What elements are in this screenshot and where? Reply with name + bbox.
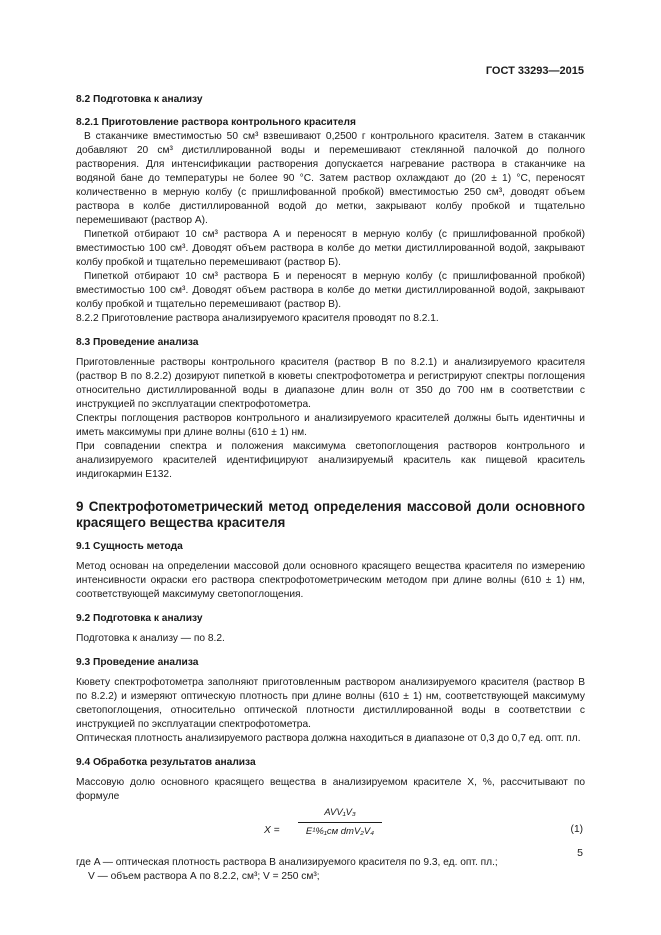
heading-9-3: 9.3 Проведение анализа: [76, 657, 199, 668]
formula-denominator: E¹%₁см dmV₂V₄: [305, 826, 375, 837]
para-9-3-a: Кювету спектрофотометра заполняют приготовленным раствором анализируемого красителя (раствор В по 8.2.2) и измеряют оптическую плотность при длине волны (610 ± 1) нм, соответствующей максимуму светопоглощения, относительно оптической плотности дистиллированной воды в соответствии с инструкцией по эксплуатации спектрофотометра.: [76, 677, 585, 730]
para-9-4: Массовую долю основного красящего вещества в анализируемом красителе X, %, рассчитывают по формуле: [76, 777, 585, 802]
page-number: 5: [577, 847, 583, 859]
para-8-2-1-c: Пипеткой отбирают 10 см³ раствора Б и переносят в мерную колбу (с пришлифованной пробкой) вместимостью 100 см³. Доводят объем раствора в колбе до метки дистиллированной водой, закрывают колбу пробкой и тщательно перемешивают (раствор В).: [76, 271, 585, 310]
heading-9-4: 9.4 Обработка результатов анализа: [76, 757, 256, 768]
heading-8-2: 8.2 Подготовка к анализу: [76, 94, 203, 105]
heading-8-2-1: 8.2.1 Приготовление раствора контрольного красителя: [76, 117, 356, 128]
heading-9-1: 9.1 Сущность метода: [76, 541, 183, 552]
para-8-2-1-b: Пипеткой отбирают 10 см³ раствора А и переносят в мерную колбу (с пришлифованной пробкой) вместимостью 100 см³. Доводят объем раствора в колбе до метки дистиллированной водой, закрывают колбу пробкой и тщательно перемешивают (раствор Б).: [76, 229, 585, 268]
para-8-2-1-a: В стаканчике вместимостью 50 см³ взвешивают 0,2500 г контрольного красителя. Затем в стаканчик добавляют 20 см³ дистиллированной воды и перемешивают стеклянной палочкой до полного растворения. Для интенсификации растворения допускается нагревание раствора в стаканчике на водяной бане до температуры не более 90 °С. Затем раствор охлаждают до (20 ± 1) °С, переносят количественно в мерную колбу (с пришлифованной пробкой) вместимостью 250 см³, доводят объем раствора в колбе дистиллированной водой до метки, закрывают колбу пробкой и тщательно перемешивают (раствор А).: [76, 131, 585, 226]
para-9-3-b: Оптическая плотность анализируемого раствора должна находиться в диапазоне от 0,3 до 0,7 ед. опт. пл.: [76, 733, 581, 744]
para-9-2: Подготовка к анализу — по 8.2.: [76, 633, 225, 644]
where-line-1: где A — оптическая плотность раствора В анализируемого красителя по 9.3, ед. опт. пл.;: [76, 857, 498, 868]
para-9-1: Метод основан на определении массовой доли основного красящего вещества красителя по измерению интенсивности окраски его раствора спектрофотометрическим методом при длине волны (610 ± 1) нм, соответствующей максимуму светопоглощения.: [76, 561, 585, 600]
section-9-title: 9 Спектрофотометрический метод определения массовой доли основного красящего вещества красителя: [76, 499, 585, 530]
formula-1: [76, 806, 585, 856]
heading-9-2: 9.2 Подготовка к анализу: [76, 613, 203, 624]
heading-8-3: 8.3 Проведение анализа: [76, 337, 199, 348]
formula-number: (1): [570, 824, 583, 835]
para-8-2-2: 8.2.2 Приготовление раствора анализируемого красителя проводят по 8.2.1.: [76, 313, 439, 324]
formula-numerator: AVV₁V₃: [324, 807, 356, 818]
para-8-3-b: Спектры поглощения растворов контрольного и анализируемого красителей должны быть идентичны и иметь максимумы при длине волны (610 ± 1) нм.: [76, 413, 585, 438]
document-body: [76, 93, 585, 884]
para-8-3-c: При совпадении спектра и положения максимума светопоглощения растворов контрольного и анализируемого красителей идентифицируют анализируемый краситель как пищевой краситель индигокармин Е132.: [76, 441, 585, 480]
formula-fraction: [298, 806, 382, 839]
fraction-bar: [298, 822, 382, 823]
para-8-3-a: Приготовленные растворы контрольного красителя (раствор В по 8.2.1) и анализируемого красителя (раствор В по 8.2.2) дозируют пипеткой в кюветы спектрофотометра и регистрируют спектры поглощения относительно дистиллированной воды в диапазоне длин волн от 350 до 700 нм в соответствии с инструкцией по эксплуатации спектрофотометра.: [76, 357, 585, 410]
document-id: ГОСТ 33293—2015: [485, 65, 584, 77]
formula-lhs: X =: [264, 825, 280, 836]
where-line-2: V — объем раствора А по 8.2.2, см³; V = 250 см³;: [88, 871, 320, 882]
